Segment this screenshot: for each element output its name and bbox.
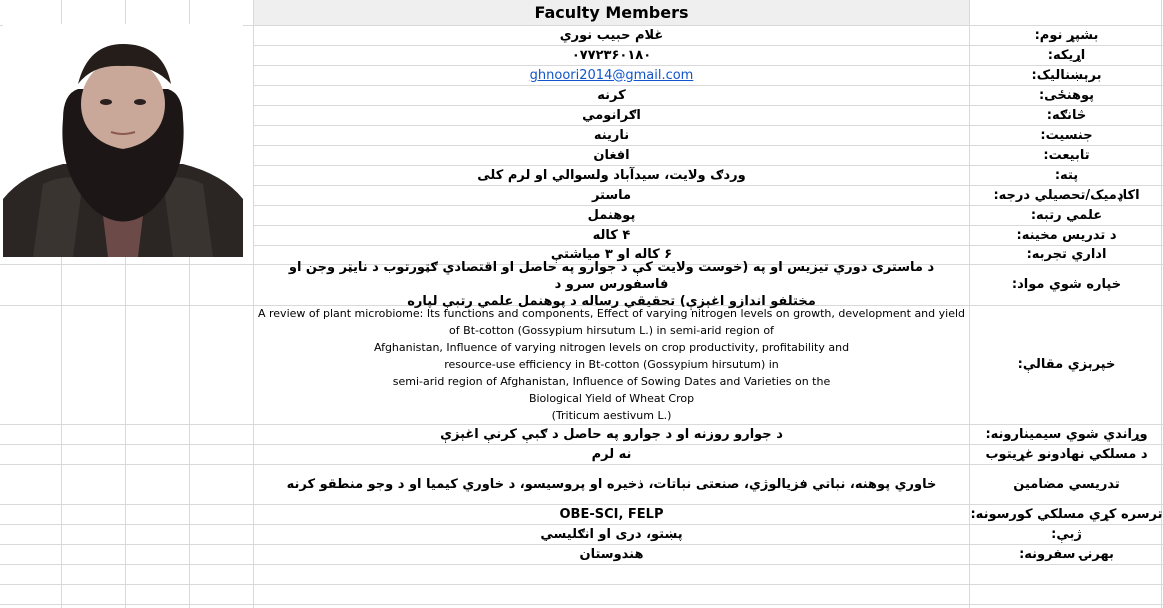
- grid-row-line: [0, 584, 1163, 585]
- address-value: [254, 165, 969, 185]
- rank-value: [254, 205, 969, 225]
- admin-text: ۶ کاله او ۳ میاشتې: [550, 247, 673, 262]
- contact-value: [254, 45, 969, 65]
- faculty-text: کرنه: [597, 87, 626, 103]
- published-value: [254, 260, 969, 309]
- articles-value: [254, 305, 969, 424]
- subjects-label: تدریسي مضامین: [1013, 476, 1120, 492]
- courses-text: OBE-SCI, FELP: [559, 506, 664, 522]
- contact-label: اړیکه:: [1047, 47, 1086, 63]
- department-label: څانګه:: [1046, 107, 1087, 123]
- department-text: اګرانومي: [582, 107, 641, 123]
- article-line: semi-arid region of Afghanistan, Influence of Sowing Dates and Varieties on the: [392, 375, 831, 388]
- email-link[interactable]: ghnoori2014@gmail.com: [529, 67, 694, 83]
- extra-text: نه لرم: [591, 446, 632, 462]
- seminars-value: [254, 424, 969, 444]
- faculty-label: پوهنځی:: [1038, 87, 1095, 103]
- degree-label: اکاډمیک/تحصیلي درجه:: [993, 187, 1140, 203]
- seminars-text: د جوارو روزنه او د جوارو په حاصل د ګبې کرنې اغېزې: [440, 426, 783, 442]
- published-line: مختلفو اندازو اغېزې) تحقیقي رساله د پوهنمل علمي رتبې لپاره: [407, 294, 816, 309]
- profile-photo: [3, 24, 243, 257]
- nationality-label: تابیعت:: [1043, 147, 1090, 163]
- extra-value: [254, 444, 969, 464]
- nationality-text: افغان: [593, 147, 630, 163]
- subjects-text: خاوري پوهنه، نباتي فزیالوژي، صنعتی نباتات، ذخیره او پروسیسو، د خاوري کیمیا او د وجو منطقو کرنه: [286, 476, 937, 492]
- teaching-text: ۴ کاله: [592, 227, 631, 243]
- travel-label: بهرنۍ سفرونه:: [1019, 546, 1114, 562]
- teaching-value: [254, 225, 969, 245]
- languages-value: [254, 524, 969, 544]
- email-value: [254, 65, 969, 85]
- page-title: Faculty Members: [254, 0, 969, 25]
- full-name-label: بشپړ نوم:: [1034, 27, 1099, 43]
- department-value: [254, 105, 969, 125]
- rank-text: پوهنمل: [587, 207, 636, 223]
- extra-label: د مسلکي نهادونو غړیتوب: [985, 446, 1148, 462]
- article-line: of Bt-cotton (Gossypium hirsutum L.) in semi-arid region of: [449, 324, 774, 337]
- grid-row-line: [0, 604, 1163, 605]
- full-name-text: غلام حبیب نوري: [559, 27, 664, 43]
- article-line: A review of plant microbiome: Its functions and components, Effect of varying nitrogen levels on growth, development and yield: [257, 307, 966, 320]
- published-label: خپاره شوي مواد:: [1011, 277, 1122, 292]
- article-line: resource-use efficiency in Bt-cotton (Gossypium hirsutum) in: [444, 358, 779, 371]
- teaching-label: د تدریس مخینه:: [1016, 227, 1117, 243]
- subjects-value: [254, 464, 969, 504]
- courses-value: [254, 504, 969, 524]
- gender-text: نارینه: [593, 127, 630, 143]
- article-line: Afghanistan, Influence of varying nitrogen levels on crop productivity, profitability and: [373, 341, 850, 354]
- published-line: د ماستری دوري تیزیس او په (خوست ولایت کې د جوارو په حاصل او اقتصادي ګټورتوب د نایټر وجن او فاسفورس سرو د: [288, 260, 935, 292]
- faculty-value: [254, 85, 969, 105]
- address-label: پته:: [1054, 167, 1079, 183]
- gender-label: جنسیت:: [1040, 127, 1093, 143]
- address-text: وردګ ولایت، سیدآباد ولسوالي او لرم کلی: [477, 167, 746, 183]
- article-line: (Triticum aestivum L.): [551, 409, 672, 422]
- full-name-value: [254, 25, 969, 45]
- degree-text: ماستر: [591, 187, 632, 203]
- languages-label: ژبې:: [1051, 526, 1082, 542]
- article-line: Biological Yield of Wheat Crop: [528, 392, 695, 405]
- email-label: برېښنالیک:: [1031, 67, 1102, 83]
- nationality-value: [254, 145, 969, 165]
- admin-label: اداري تجربه:: [1026, 247, 1107, 262]
- courses-label: ترسره کړي مسلکي کورسونه:: [970, 506, 1163, 522]
- contact-text: ۰۷۷۲۳۶۰۱۸۰: [571, 47, 652, 63]
- articles-label: خپرېزي مقالې:: [1017, 357, 1116, 372]
- travel-value: [254, 544, 969, 564]
- degree-value: [254, 185, 969, 205]
- grid-row-line: [0, 564, 1163, 565]
- gender-value: [254, 125, 969, 145]
- rank-label: علمي رتبه:: [1030, 207, 1103, 223]
- travel-text: هندوستان: [579, 546, 644, 562]
- languages-text: پښتو، دری او انګلیسي: [540, 526, 683, 542]
- seminars-label: وړاندي شوي سیمینارونه:: [985, 426, 1148, 442]
